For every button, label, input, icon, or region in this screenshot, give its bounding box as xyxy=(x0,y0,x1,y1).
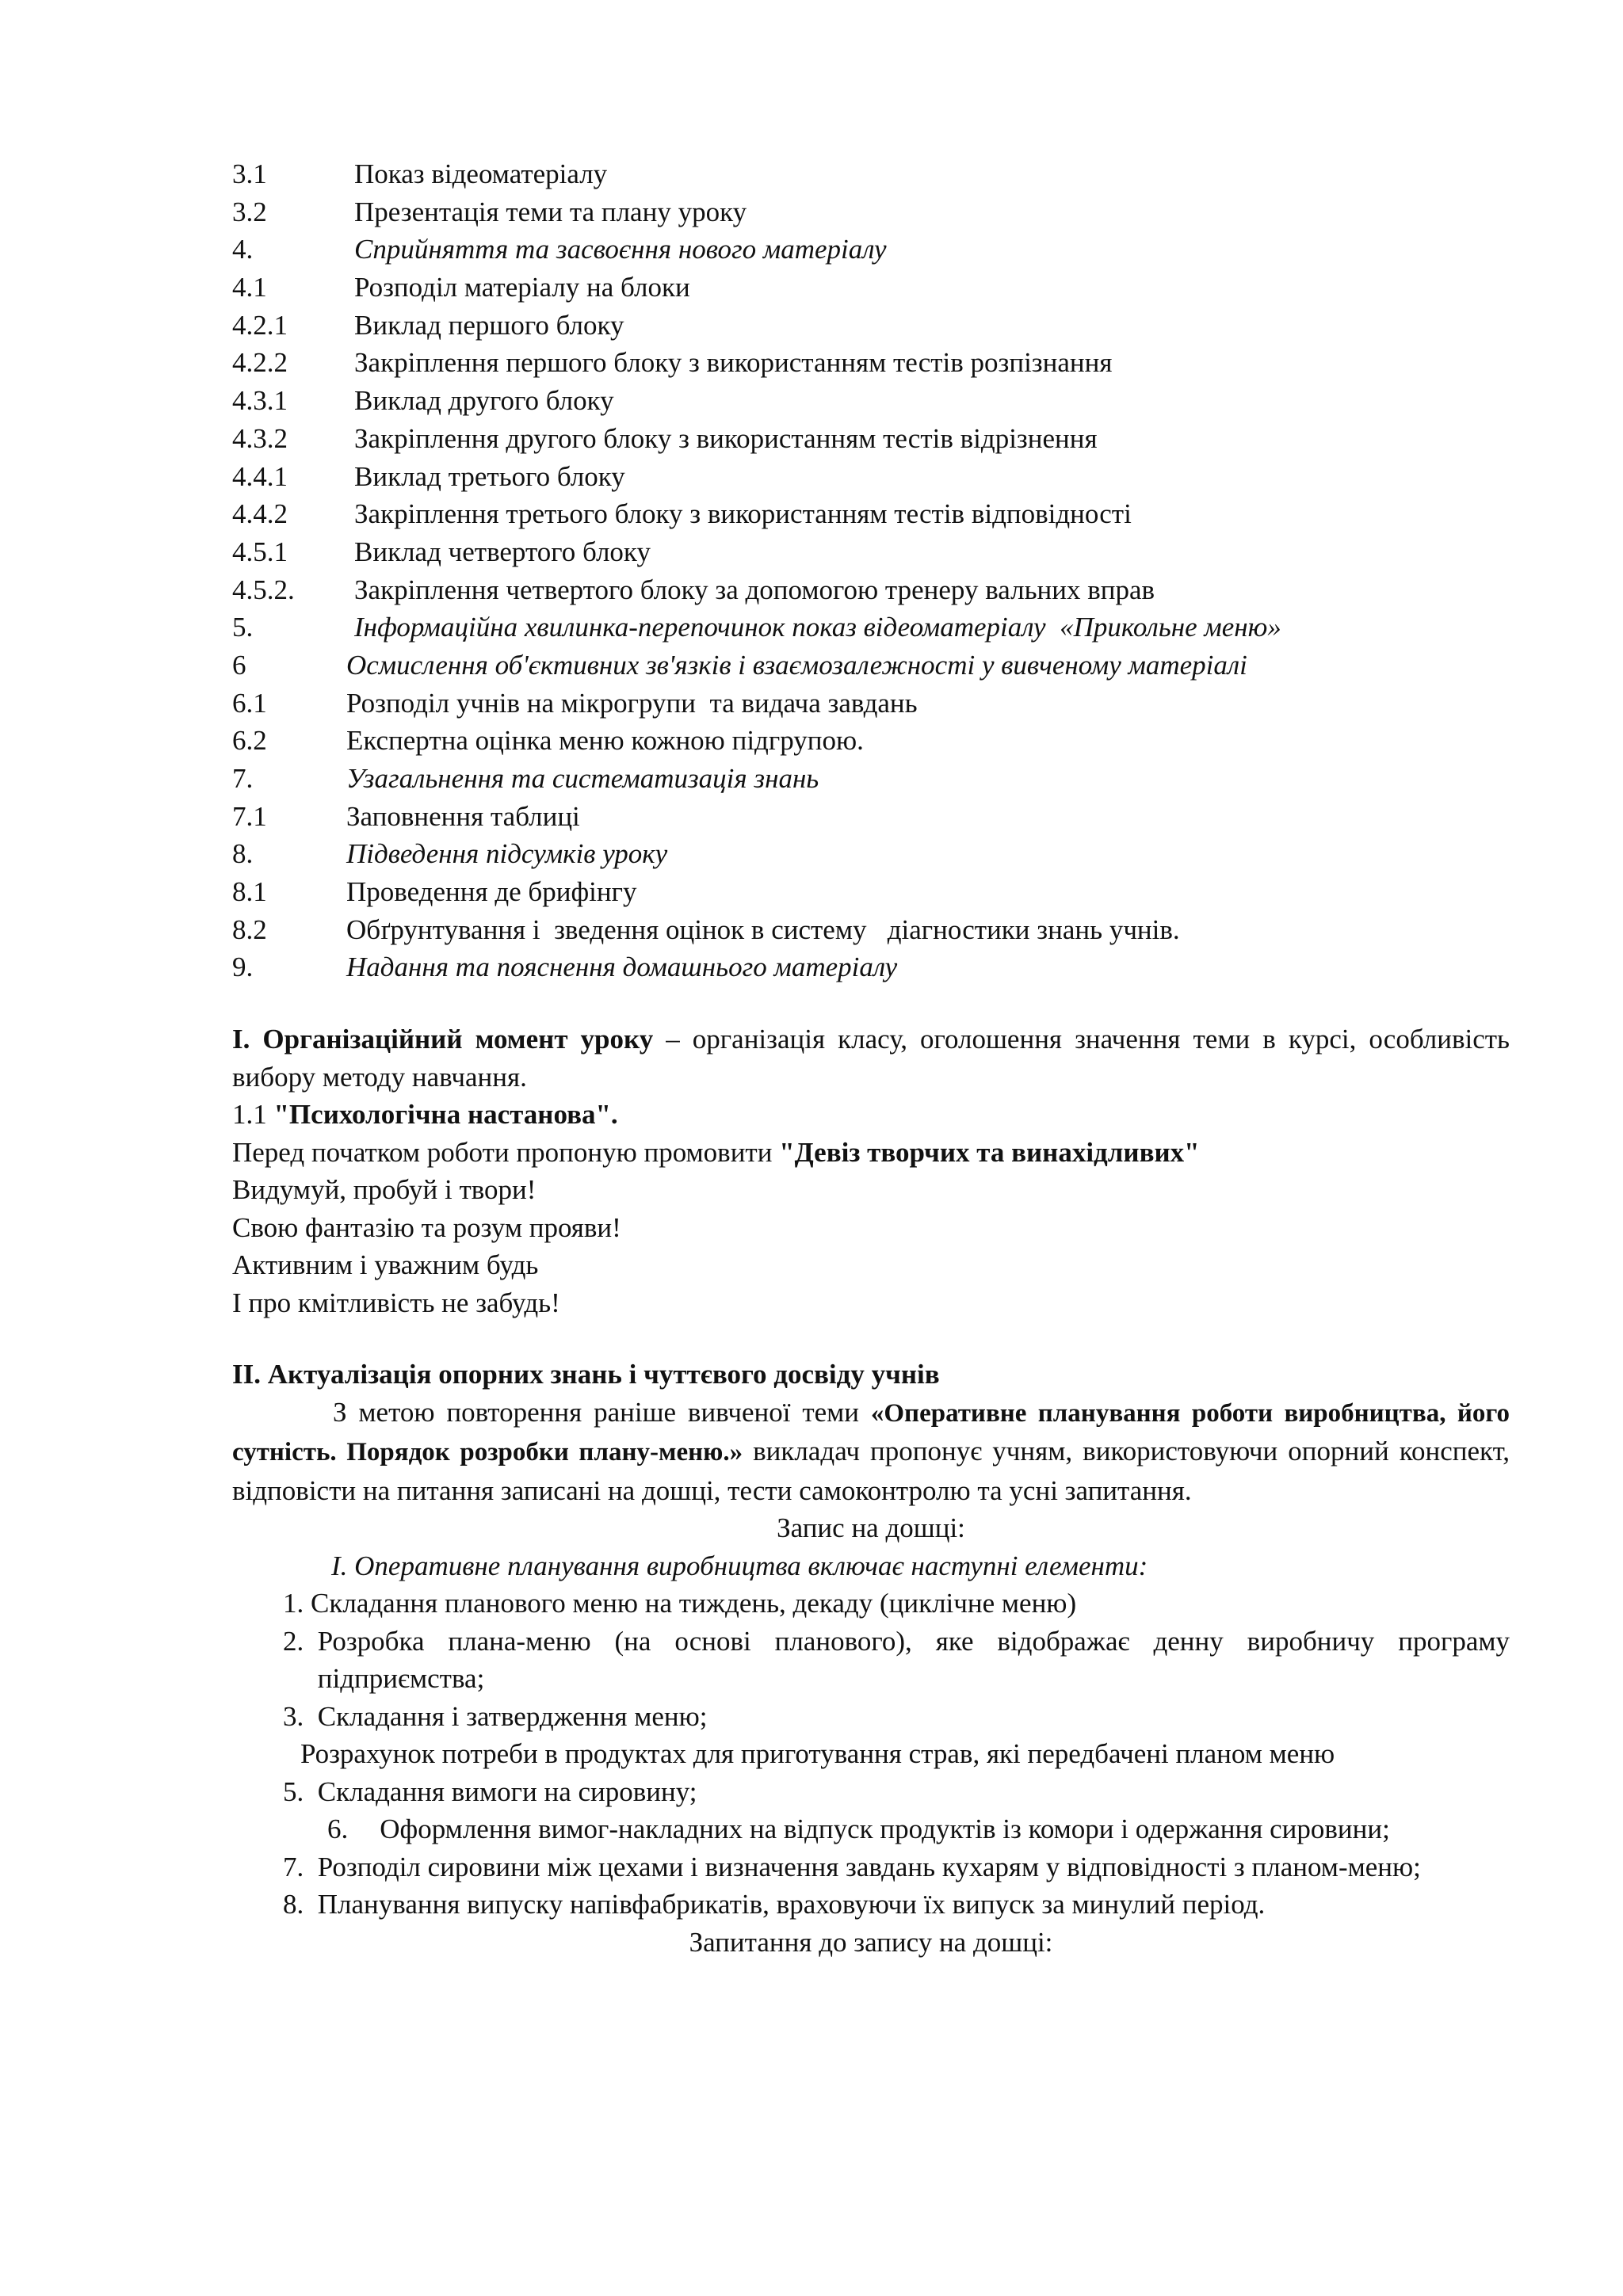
outline-number: 3.1 xyxy=(232,158,267,189)
outline-number: 4.5.2. xyxy=(232,574,295,605)
subsection-number: 1.1 xyxy=(232,1099,274,1131)
outline-text: Виклад третього блоку xyxy=(354,460,625,492)
outline-item xyxy=(232,269,1510,307)
poem-line: Активним і уважним будь xyxy=(232,1249,539,1281)
poem-line: І про кмітливість не забудь! xyxy=(232,1287,560,1318)
questions-title: Запитання до запису на дошці: xyxy=(689,1926,1053,1958)
item-number: 6. xyxy=(327,1814,349,1845)
outline-item xyxy=(232,382,1510,420)
item-text: Розробка плана-меню (на основі планового), яке відображає денну виробничу програму підприємства; xyxy=(317,1625,1510,1695)
item-number: 2. xyxy=(283,1625,318,1657)
subsection-title: "Психологічна настанова". xyxy=(273,1099,618,1131)
outline-number: 4.2.1 xyxy=(232,309,288,341)
outline-item xyxy=(232,760,1510,798)
outline-text: Виклад другого блоку xyxy=(354,385,614,417)
board-list-item xyxy=(232,1848,1510,1886)
outline-number: 4.4.2 xyxy=(232,498,288,530)
poem-line: Видумуй, пробуй і твори! xyxy=(232,1174,537,1206)
outline-text: Обґрунтування і зведення оцінок в систему діагностики знань учнів. xyxy=(346,913,1180,945)
outline-number: 4.3.1 xyxy=(232,385,288,417)
outline-text: Інформаційна хвилинка-перепочинок показ відеоматеріалу «Прикольне меню» xyxy=(354,612,1281,643)
lesson-outline xyxy=(232,155,1510,986)
board-list-item xyxy=(232,1773,1510,1811)
outline-number: 3.2 xyxy=(232,196,267,227)
board-list-item xyxy=(232,1886,1510,1924)
item-text: Оформлення вимог-накладних на відпуск продуктів із комори і одержання сировини; xyxy=(380,1814,1390,1845)
section-2-heading: ІІ. Актуалізація опорних знань і чуттєвого досвіду учнів xyxy=(232,1359,940,1390)
item-number: 1. xyxy=(283,1588,311,1619)
outline-number: 4.2.2 xyxy=(232,347,288,379)
section-1-heading-rest: – організація класу, оголошення значення теми в курсі, особливість вибору методу навчання. xyxy=(232,1024,1510,1093)
outline-item xyxy=(232,458,1510,496)
outline-item xyxy=(232,798,1510,836)
outline-number: 8.2 xyxy=(232,913,267,945)
outline-number: 8.1 xyxy=(232,876,267,908)
outline-text: Узагальнення та систематизація знань xyxy=(346,763,819,794)
outline-number: 5. xyxy=(232,612,254,643)
outline-text: Експертна оцінка меню кожною підгрупою. xyxy=(346,725,864,757)
board-list-item xyxy=(232,1698,1510,1736)
outline-text: Закріплення третього блоку з використанням тестів відповідності xyxy=(354,498,1132,530)
outline-text: Закріплення другого блоку з використанням тестів відрізнення xyxy=(354,422,1098,454)
section-1-paragraph xyxy=(232,1020,1510,1096)
outline-text: Презентація теми та плану уроку xyxy=(354,196,747,227)
item-text: Складання планового меню на тиждень, декаду (циклічне меню) xyxy=(311,1588,1077,1619)
motto-line xyxy=(232,1134,1510,1172)
poem-line: Свою фантазію та розум прояви! xyxy=(232,1211,621,1243)
outline-item xyxy=(232,344,1510,382)
outline-text: Осмислення об'єктивних зв'язків і взаємозалежності у вивченому матеріалі xyxy=(346,649,1247,681)
outline-number: 4.1 xyxy=(232,272,267,303)
section-1-heading: І. Організаційний момент уроку xyxy=(232,1024,654,1055)
outline-number: 4.4.1 xyxy=(232,460,288,492)
motto-intro: Перед початком роботи пропоную промовити xyxy=(232,1136,780,1168)
item-number: 5. xyxy=(283,1775,318,1807)
outline-item xyxy=(232,873,1510,911)
section-2-paragraph xyxy=(232,1394,1510,1510)
outline-item xyxy=(232,533,1510,571)
motto-title: "Девіз творчих та винахідливих" xyxy=(779,1136,1200,1168)
item-text: Планування випуску напівфабрикатів, враховуючи їх випуск за минулий період. xyxy=(317,1889,1266,1920)
outline-text: Проведення де брифінгу xyxy=(346,876,637,908)
section-2-text-start: З метою повторення раніше вивченої теми xyxy=(333,1396,871,1428)
outline-text: Підведення підсумків уроку xyxy=(346,838,668,870)
outline-text: Закріплення четвертого блоку за допомогою тренеру вальних вправ xyxy=(354,574,1155,605)
outline-number: 7. xyxy=(232,763,254,794)
outline-text: Виклад першого блоку xyxy=(354,309,624,341)
outline-item xyxy=(232,685,1510,723)
outline-number: 4.5.1 xyxy=(232,536,288,567)
outline-item xyxy=(232,911,1510,949)
outline-item xyxy=(232,231,1510,269)
outline-item xyxy=(232,495,1510,533)
board-list-item xyxy=(232,1623,1510,1698)
subsection-1-1 xyxy=(232,1096,1510,1134)
outline-item xyxy=(232,420,1510,458)
outline-item xyxy=(232,193,1510,231)
section-2-text-end: викладач пропонує учням, використовуючи опорний конспект, відповісти на питання записані на дошці, тести самоконтролю та усні запитання. xyxy=(232,1436,1510,1506)
outline-number: 6.1 xyxy=(232,687,267,719)
outline-item xyxy=(232,948,1510,986)
board-list-item xyxy=(232,1585,1510,1623)
outline-text: Заповнення таблиці xyxy=(346,800,580,832)
outline-item xyxy=(232,307,1510,345)
outline-text: Показ відеоматеріалу xyxy=(354,158,608,189)
board-list-item: Розрахунок потреби в продуктах для приготування страв, які передбачені планом меню xyxy=(300,1738,1335,1770)
outline-item xyxy=(232,646,1510,685)
outline-number: 7.1 xyxy=(232,800,267,832)
document-page xyxy=(232,155,1510,1961)
item-number: 7. xyxy=(283,1851,318,1882)
outline-item xyxy=(232,835,1510,873)
outline-item xyxy=(232,571,1510,609)
board-subtitle: І. Оперативне планування виробництва включає наступні елементи: xyxy=(331,1550,1148,1581)
outline-text: Виклад четвертого блоку xyxy=(354,536,651,567)
item-text: Розподіл сировини між цехами і визначення завдань кухарям у відповідності з планом-меню; xyxy=(317,1851,1421,1882)
outline-number: 4. xyxy=(232,234,254,265)
board-list-item xyxy=(232,1810,1510,1848)
outline-text: Розподіл учнів на мікрогрупи та видача завдань xyxy=(346,687,918,719)
outline-text: Сприйняття та засвоєння нового матеріалу xyxy=(354,234,887,265)
outline-item xyxy=(232,722,1510,760)
outline-number: 9. xyxy=(232,952,254,983)
item-text: Складання вимоги на сировину; xyxy=(317,1775,697,1807)
outline-text: Закріплення першого блоку з використанням тестів розпізнання xyxy=(354,347,1113,379)
outline-number: 6.2 xyxy=(232,725,267,757)
board-title: Запис на дошці: xyxy=(777,1512,965,1544)
outline-number: 6 xyxy=(232,649,246,681)
outline-number: 8. xyxy=(232,838,254,870)
section-2-topic: «Оперативне планування роботи виробництва, його сутність. Порядок розробки плану-меню.» xyxy=(232,1398,1510,1467)
outline-text: Розподіл матеріалу на блоки xyxy=(354,272,690,303)
item-number: 3. xyxy=(283,1700,318,1732)
outline-item xyxy=(232,155,1510,193)
item-text: Складання і затвердження меню; xyxy=(317,1700,708,1732)
outline-item xyxy=(232,608,1510,646)
outline-text: Надання та пояснення домашнього матеріалу xyxy=(346,952,898,983)
item-number: 8. xyxy=(283,1889,318,1920)
outline-number: 4.3.2 xyxy=(232,422,288,454)
